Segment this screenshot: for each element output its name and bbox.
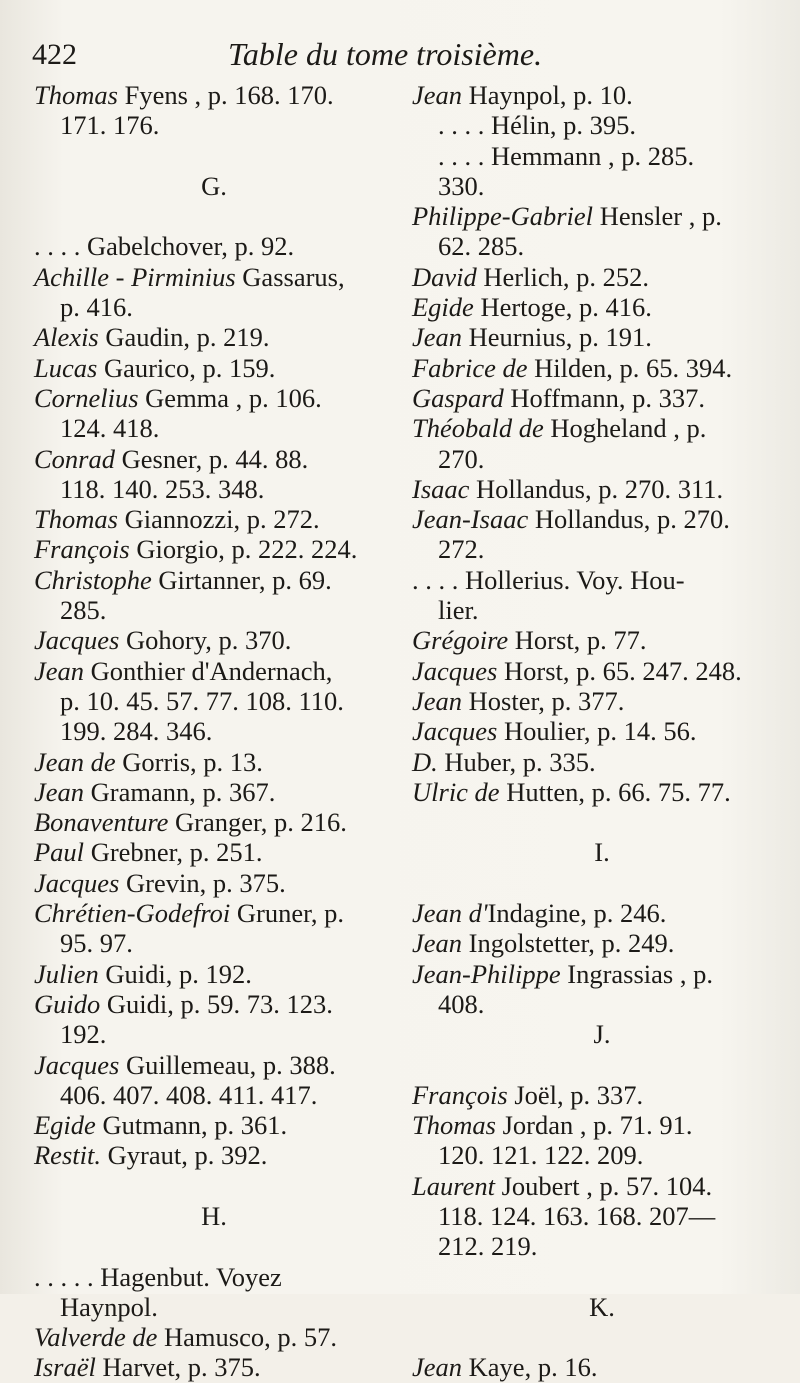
index-entry xyxy=(34,80,394,110)
index-entry xyxy=(34,534,394,564)
section-letter: K. xyxy=(589,1291,615,1322)
index-continuation: lier. xyxy=(438,595,479,626)
entry-text: Gaudin, p. 219. xyxy=(98,322,270,353)
index-entry xyxy=(412,413,792,443)
index-entry xyxy=(34,1322,394,1352)
index-entry xyxy=(412,504,792,534)
index-entry xyxy=(34,1140,394,1170)
entry-text: Gorris, p. 13. xyxy=(115,746,263,777)
index-continuation: 192. xyxy=(60,1019,107,1050)
index-continuation: 118. 124. 163. 168. 207— xyxy=(438,1200,716,1231)
index-entry xyxy=(34,868,394,898)
index-entry xyxy=(34,1352,394,1382)
given-name: François xyxy=(34,534,130,565)
entry-text: Guidi, p. 192. xyxy=(98,958,252,989)
index-continuation: 406. 407. 408. 411. 417. xyxy=(60,1079,318,1110)
given-name: Thomas xyxy=(34,504,118,535)
index-continuation: 199. 284. 346. xyxy=(60,716,213,747)
index-continuation: p. 416. xyxy=(60,292,133,323)
entry-text: Houlier, p. 14. 56. xyxy=(497,716,697,747)
entry-text: Guillemeau, p. 388. xyxy=(119,1049,336,1080)
entry-text: Grevin, p. 375. xyxy=(119,867,286,898)
given-name: Jean xyxy=(34,655,85,686)
index-entry xyxy=(34,383,394,413)
entry-text: Huber, p. 335. xyxy=(437,746,596,777)
given-name: Conrad xyxy=(34,443,115,474)
index-entry xyxy=(34,1262,394,1292)
entry-text: Hollandus, p. 270. 311. xyxy=(469,473,724,504)
given-name: Egide xyxy=(412,292,474,323)
blank-line xyxy=(34,141,394,171)
index-entry xyxy=(412,777,792,807)
index-entry xyxy=(412,686,792,716)
given-name: Jacques xyxy=(34,1049,120,1080)
given-name: Guido xyxy=(34,988,101,1019)
entry-text: . . . . Gabelchover, p. 92. xyxy=(34,231,295,262)
index-entry xyxy=(412,1352,792,1382)
index-entry xyxy=(412,928,792,958)
index-entry xyxy=(34,989,394,1019)
entry-text: Hoster, p. 377. xyxy=(462,685,625,716)
given-name: Fabrice de xyxy=(412,352,528,383)
index-entry xyxy=(412,353,792,383)
index-entry xyxy=(412,383,792,413)
given-name: Théobald de xyxy=(412,413,544,444)
given-name: Jean-Isaac xyxy=(412,504,529,535)
given-name: Jean xyxy=(412,322,463,353)
index-entry xyxy=(34,444,394,474)
section-letter: H. xyxy=(201,1200,227,1231)
entry-text: Gutmann, p. 361. xyxy=(95,1110,288,1141)
entry-text: Kaye, p. 16. xyxy=(462,1352,598,1383)
entry-text: Grebner, p. 251. xyxy=(84,837,263,868)
entry-text: Girtanner, p. 69. xyxy=(151,564,332,595)
index-entry xyxy=(34,625,394,655)
entry-text: Ingrassias , p. xyxy=(560,958,713,989)
index-entry xyxy=(34,1110,394,1140)
given-name: David xyxy=(412,261,477,292)
index-entry xyxy=(34,322,394,352)
entry-text: Giorgio, p. 222. 224. xyxy=(129,534,358,565)
entry-text: Horst, p. 77. xyxy=(508,625,647,656)
entry-text: Hollandus, p. 270. xyxy=(528,504,730,535)
entry-text: Gohory, p. 370. xyxy=(119,625,292,656)
given-name: Philippe-Gabriel xyxy=(412,201,594,232)
entry-text: Hogheland , p. xyxy=(543,413,707,444)
index-continuation: 95. 97. xyxy=(60,928,133,959)
index-continuation: . . . . Hemmann , p. 285. xyxy=(438,140,695,171)
entry-text: Gruner, p. xyxy=(230,898,345,929)
page-header xyxy=(30,26,790,78)
index-entry xyxy=(412,959,792,989)
entry-text: Harvet, p. 375. xyxy=(95,1352,261,1383)
index-continuation: 270. xyxy=(438,443,485,474)
running-title: Table du tome troisième. xyxy=(228,36,543,72)
entry-text: Gaurico, p. 159. xyxy=(97,352,276,383)
given-name: Jean xyxy=(412,685,463,716)
given-name: Jean d' xyxy=(412,898,488,929)
entry-text: Ingolstetter, p. 249. xyxy=(462,928,675,959)
blank-line xyxy=(34,1231,394,1261)
entry-text: Gesner, p. 44. 88. xyxy=(115,443,309,474)
given-name: Julien xyxy=(34,958,99,989)
entry-text: . . . . . Hagenbut. Voyez xyxy=(34,1261,282,1292)
entry-text: Jordan , p. 71. 91. xyxy=(495,1110,693,1141)
index-entry xyxy=(34,747,394,777)
page-number: 422 xyxy=(32,38,77,71)
given-name: Jean-Philippe xyxy=(412,958,561,989)
index-entry xyxy=(412,747,792,777)
index-continuation: 62. 285. xyxy=(438,231,525,262)
index-entry xyxy=(412,292,792,322)
entry-text: Gonthier d'Andernach, xyxy=(84,655,333,686)
right-column xyxy=(412,80,792,1383)
index-continuation: 171. 176. xyxy=(60,110,160,141)
given-name: Jean xyxy=(412,80,463,110)
index-continuation: 120. 121. 122. 209. xyxy=(438,1140,644,1171)
index-continuation: 124. 418. xyxy=(60,413,160,444)
index-entry xyxy=(34,504,394,534)
given-name: François xyxy=(412,1079,508,1110)
entry-text: Herlich, p. 252. xyxy=(476,261,649,292)
entry-text: Hamusco, p. 57. xyxy=(157,1322,337,1353)
index-continuation: 272. xyxy=(438,534,485,565)
index-entry xyxy=(34,656,394,686)
index-continuation: 285. xyxy=(60,595,107,626)
given-name: Ulric de xyxy=(412,776,500,807)
index-continuation: . . . . Hélin, p. 395. xyxy=(438,110,636,141)
index-entry xyxy=(412,656,792,686)
index-entry xyxy=(34,231,394,261)
entry-text: Horst, p. 65. 247. 248. xyxy=(497,655,742,686)
entry-text: Hoffmann, p. 337. xyxy=(503,382,705,413)
entry-text: Hutten, p. 66. 75. 77. xyxy=(499,776,731,807)
given-name: Jean xyxy=(412,928,463,959)
entry-text: Guidi, p. 59. 73. 123. xyxy=(100,988,333,1019)
given-name: Egide xyxy=(34,1110,96,1141)
given-name: Jacques xyxy=(34,625,120,656)
blank-line xyxy=(412,1050,792,1080)
given-name: Achille - Pirminius xyxy=(34,261,236,292)
index-continuation: 330. xyxy=(438,170,485,201)
index-entry xyxy=(34,565,394,595)
left-column xyxy=(34,80,394,1383)
entry-text: Hensler , p. xyxy=(593,201,722,232)
index-entry xyxy=(412,474,792,504)
entry-text: Hilden, p. 65. 394. xyxy=(527,352,733,383)
section-letter: G. xyxy=(201,170,227,201)
entry-text: . . . . Hollerius. Voy. Hou- xyxy=(412,564,685,595)
given-name: Restit. xyxy=(34,1140,101,1171)
given-name: Jean xyxy=(34,776,85,807)
index-entry xyxy=(412,1171,792,1201)
entry-text: Gassarus, xyxy=(235,261,345,292)
index-continuation: p. 10. 45. 57. 77. 108. 110. xyxy=(60,685,344,716)
index-continuation: 212. 219. xyxy=(438,1231,538,1262)
blank-line xyxy=(34,201,394,231)
index-entry xyxy=(412,201,792,231)
entry-text: Gyraut, p. 392. xyxy=(100,1140,268,1171)
given-name: Valverde de xyxy=(34,1322,158,1353)
given-name: Bonaventure xyxy=(34,807,169,838)
index-entry xyxy=(412,716,792,746)
entry-text: Heurnius, p. 191. xyxy=(462,322,652,353)
entry-text: Joubert , p. 57. 104. xyxy=(494,1170,713,1201)
index-entry xyxy=(412,625,792,655)
given-name: Paul xyxy=(34,837,85,868)
index-entry xyxy=(34,837,394,867)
index-entry xyxy=(34,807,394,837)
given-name: Jacques xyxy=(34,867,120,898)
section-letter: I. xyxy=(594,837,610,868)
section-letter: J. xyxy=(593,1019,611,1050)
index-entry xyxy=(412,565,792,595)
given-name: Lucas xyxy=(34,352,98,383)
given-name: Chrétien-Godefroi xyxy=(34,898,231,929)
index-entry xyxy=(34,777,394,807)
given-name: Jean xyxy=(412,1352,463,1383)
entry-text: Fyens , p. 168. 170. xyxy=(117,80,334,110)
given-name: Grégoire xyxy=(412,625,509,656)
index-entry xyxy=(412,898,792,928)
given-name: D. xyxy=(412,746,438,777)
blank-line xyxy=(34,1171,394,1201)
entry-text: Giannozzi, p. 272. xyxy=(117,504,320,535)
entry-text: Granger, p. 216. xyxy=(168,807,347,838)
index-entry xyxy=(34,1050,394,1080)
blank-line xyxy=(412,1262,792,1292)
given-name: Laurent xyxy=(412,1170,495,1201)
given-name: Jean de xyxy=(34,746,116,777)
given-name: Gaspard xyxy=(412,382,504,413)
entry-text: Gramann, p. 367. xyxy=(84,776,276,807)
given-name: Isaac xyxy=(412,473,470,504)
entry-text: Joël, p. 337. xyxy=(507,1079,644,1110)
given-name: Cornelius xyxy=(34,382,139,413)
blank-line xyxy=(412,1322,792,1352)
blank-line xyxy=(412,807,792,837)
index-entry xyxy=(412,1080,792,1110)
entry-text: Indagine, p. 246. xyxy=(487,898,667,929)
index-continuation: Haynpol. xyxy=(60,1291,158,1322)
index-entry xyxy=(412,1110,792,1140)
entry-text: Haynpol, p. 10. xyxy=(462,80,633,110)
given-name: Thomas xyxy=(412,1110,496,1141)
given-name: Israël xyxy=(34,1352,96,1383)
given-name: Jacques xyxy=(412,655,498,686)
index-continuation: 408. xyxy=(438,988,485,1019)
index-entry xyxy=(412,262,792,292)
index-continuation: 118. 140. 253. 348. xyxy=(60,473,265,504)
given-name: Alexis xyxy=(34,322,99,353)
index-entry xyxy=(412,80,792,110)
index-entry xyxy=(34,959,394,989)
index-entry xyxy=(412,322,792,352)
given-name: Christophe xyxy=(34,564,152,595)
index-entry xyxy=(34,262,394,292)
entry-text: Gemma , p. 106. xyxy=(138,382,322,413)
entry-text: Hertoge, p. 416. xyxy=(473,292,652,323)
given-name: Jacques xyxy=(412,716,498,747)
blank-line xyxy=(412,868,792,898)
index-entry xyxy=(34,898,394,928)
index-entry xyxy=(34,353,394,383)
given-name: Thomas xyxy=(34,80,118,110)
